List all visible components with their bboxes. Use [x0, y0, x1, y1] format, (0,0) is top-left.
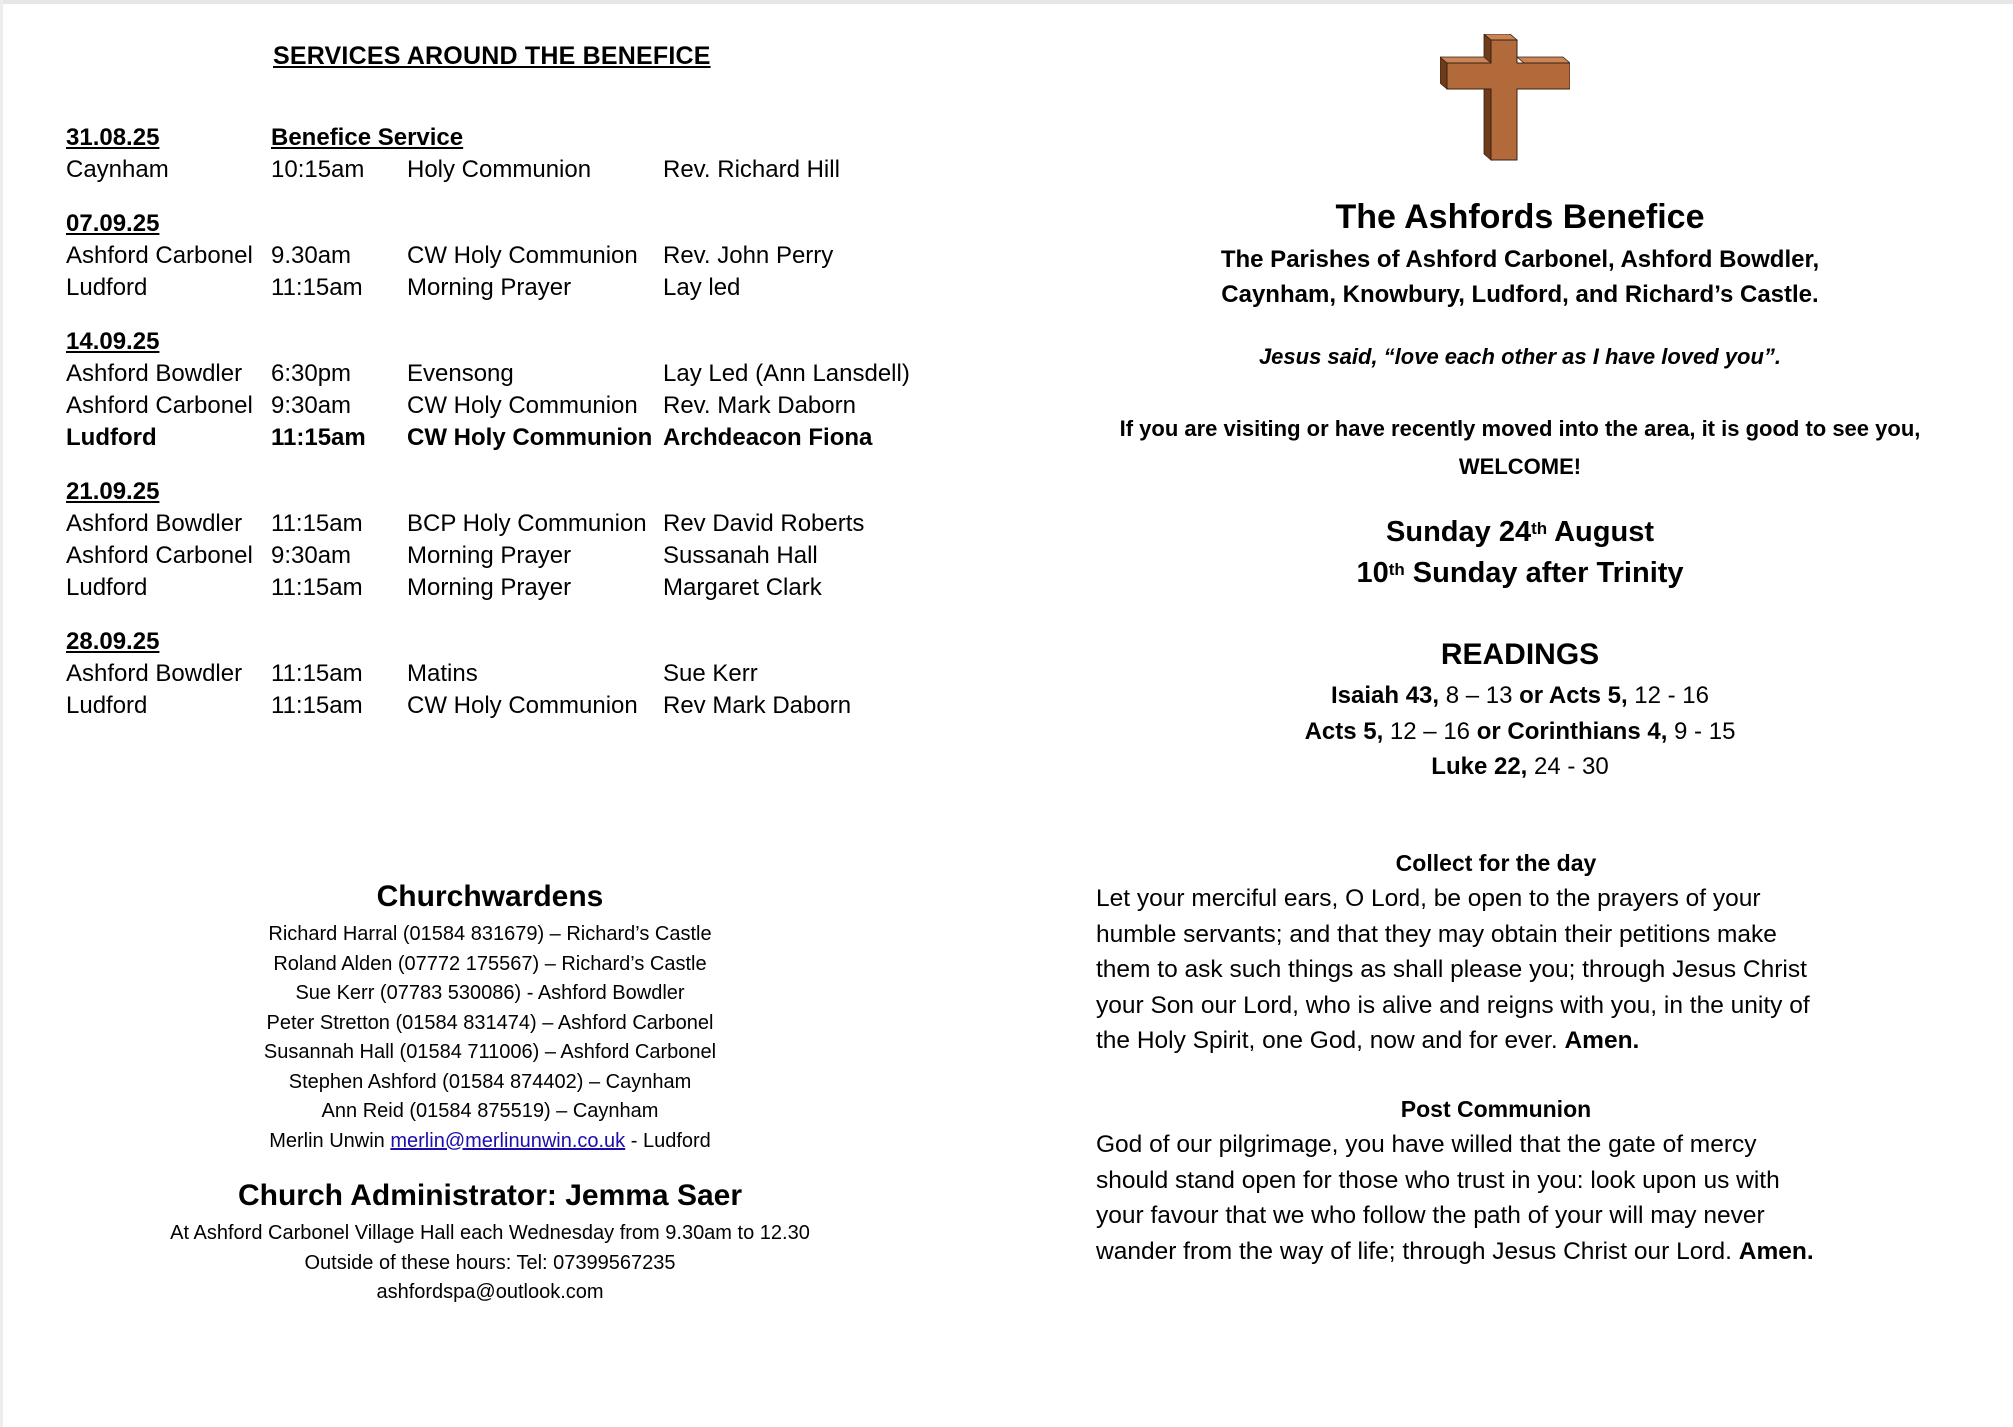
prayer-line: should stand open for those who trust in you: look upon us with	[1096, 1166, 1780, 1194]
service-time: 11:15am	[271, 274, 363, 301]
parishes-line: Caynham, Knowbury, Ludford, and Richard’s Castle.	[1221, 281, 1819, 308]
reading-verses: 12 - 16	[1627, 682, 1709, 709]
service-leader: Sue Kerr	[663, 660, 758, 687]
administrator-line: ashfordspa@outlook.com	[376, 1281, 604, 1303]
post-communion-section	[1096, 1096, 1926, 1269]
service-note: Benefice Service	[271, 124, 464, 151]
churchwarden-entry: Susannah Hall (01584 711006) – Ashford Carbonel	[263, 1041, 717, 1063]
service-row	[66, 390, 966, 422]
prayer-line	[1096, 1234, 1926, 1270]
reading-reference: Acts 5,	[1304, 717, 1384, 745]
service-place: Ashford Carbonel	[66, 542, 253, 569]
amen-text: Amen.	[1738, 1237, 1814, 1265]
churchwarden-entry: Peter Stretton (01584 831474) – Ashford Carbonel	[266, 1011, 714, 1034]
service-day	[66, 476, 966, 604]
reading-reference: or Acts 5,	[1519, 682, 1628, 709]
service-type: Morning Prayer	[407, 542, 572, 569]
service-date-row	[66, 122, 966, 154]
service-place: Caynham	[66, 156, 169, 183]
prayer-line: your Son our Lord, who is alive and reigns with you, in the unity of	[1096, 991, 1810, 1019]
readings-list	[1050, 678, 1990, 785]
service-place: Ashford Bowdler	[66, 360, 243, 387]
service-time: 6:30pm	[271, 360, 352, 387]
reading-line	[1050, 678, 1990, 714]
administrator-line: Outside of these hours: Tel: 07399567235	[304, 1251, 676, 1274]
service-place: Ludford	[66, 424, 157, 451]
service-row	[66, 240, 966, 272]
welcome-line: If you are visiting or have recently moved into the area, it is good to see you,	[1119, 416, 1921, 441]
service-day	[66, 122, 966, 186]
service-place: Ashford Bowdler	[66, 510, 243, 537]
collect-heading: Collect for the day	[1395, 850, 1597, 876]
churchwarden-entry: Richard Harral (01584 831679) – Richard’s Castle	[268, 923, 712, 945]
service-date: 14.09.25	[66, 328, 160, 355]
collect-text	[1096, 881, 1926, 1059]
service-day	[66, 326, 966, 454]
parishes-line: The Parishes of Ashford Carbonel, Ashford Bowdler,	[1220, 246, 1820, 273]
service-type: CW Holy Communion	[407, 242, 638, 269]
service-leader: Lay Led (Ann Lansdell)	[663, 360, 910, 387]
service-time: 9:30am	[271, 392, 352, 419]
top-border	[0, 0, 2013, 4]
service-leader: Rev. Richard Hill	[663, 156, 840, 183]
service-time: 10:15am	[271, 156, 365, 183]
churchwardens-list	[90, 920, 890, 1127]
service-time: 9:30am	[271, 542, 352, 569]
service-date-row	[66, 476, 966, 508]
service-date: 21.09.25	[66, 478, 160, 505]
amen-text: Amen.	[1564, 1027, 1640, 1054]
service-type: CW Holy Communion	[407, 692, 638, 719]
scripture-quote: Jesus said, “love each other as I have loved you”.	[1258, 344, 1782, 369]
administrator-heading: Church Administrator: Jemma Saer	[237, 1179, 743, 1212]
service-place: Ashford Carbonel	[66, 392, 253, 419]
administrator-details	[90, 1219, 890, 1308]
prayer-line-text: the Holy Spirit, one God, now and for ever.	[1096, 1027, 1565, 1054]
reading-verses: 8 – 13	[1439, 682, 1520, 709]
service-day	[66, 626, 966, 722]
service-place: Ludford	[66, 574, 148, 601]
service-row	[66, 358, 966, 390]
welcome-line: WELCOME!	[1458, 454, 1582, 479]
reading-line	[1050, 714, 1990, 750]
service-time: 11:15am	[271, 424, 366, 451]
service-date-row	[66, 326, 966, 358]
service-type: CW Holy Communion	[407, 424, 653, 451]
sunday-name: 10th Sunday after Trinity	[1356, 557, 1684, 589]
administrator-line: At Ashford Carbonel Village Hall each Wednesday from 9.30am to 12.30	[170, 1222, 810, 1244]
service-row	[66, 658, 966, 690]
churchwardens-heading: Churchwardens	[376, 880, 604, 913]
service-day	[66, 208, 966, 304]
benefice-title: The Ashfords Benefice	[1335, 198, 1705, 236]
service-place: Ashford Carbonel	[66, 242, 253, 269]
service-type: Holy Communion	[407, 156, 592, 183]
welcome-text	[1050, 410, 1990, 486]
service-type: Evensong	[407, 360, 514, 387]
email-link[interactable]: merlin@merlinunwin.co.uk	[390, 1129, 626, 1152]
service-type: Matins	[407, 660, 478, 687]
service-date: 28.09.25	[66, 628, 160, 655]
service-date-row	[66, 626, 966, 658]
reading-line	[1050, 749, 1990, 785]
churchwarden-entry: Roland Alden (07772 175567) – Richard’s Castle	[273, 952, 707, 975]
service-place: Ludford	[66, 692, 148, 719]
churchwarden-entry: Stephen Ashford (01584 874402) – Caynham	[288, 1070, 692, 1093]
reading-reference: or Corinthians 4,	[1476, 717, 1668, 745]
services-list	[66, 122, 966, 744]
service-place: Ashford Bowdler	[66, 660, 243, 687]
cross-icon	[1440, 34, 1570, 164]
service-leader: Rev David Roberts	[663, 510, 865, 537]
service-row	[66, 690, 966, 722]
churchwarden-entry	[90, 1127, 890, 1157]
collect-section	[1096, 850, 1926, 1059]
service-row	[66, 422, 966, 454]
service-row	[66, 572, 966, 604]
reading-reference: Luke 22,	[1431, 753, 1528, 780]
service-time: 11:15am	[271, 510, 363, 537]
sunday-heading	[1050, 512, 1990, 594]
reading-verses: 24 - 30	[1527, 753, 1609, 780]
prayer-line	[1096, 1023, 1926, 1059]
reading-reference: Isaiah 43,	[1330, 682, 1440, 709]
service-type: CW Holy Communion	[407, 392, 638, 419]
reading-verses: 12 – 16	[1383, 717, 1477, 745]
service-leader: Margaret Clark	[663, 574, 822, 601]
prayer-line: your favour that we who follow the path of your will may never	[1096, 1202, 1765, 1229]
churchwarden-name: Merlin Unwin	[269, 1129, 391, 1152]
service-time: 11:15am	[271, 574, 363, 601]
service-leader: Rev Mark Daborn	[663, 692, 852, 719]
services-heading: SERVICES AROUND THE BENEFICE	[273, 42, 711, 70]
post-communion-heading: Post Communion	[1400, 1096, 1592, 1122]
service-time: 9.30am	[271, 242, 352, 269]
service-date: 31.08.25	[66, 124, 160, 151]
service-leader: Sussanah Hall	[663, 542, 818, 569]
reading-verses: 9 - 15	[1667, 717, 1736, 745]
service-type: Morning Prayer	[407, 574, 572, 601]
churchwardens-section	[90, 880, 890, 1308]
readings-heading: READINGS	[1440, 638, 1600, 671]
service-date-row	[66, 208, 966, 240]
service-time: 11:15am	[271, 692, 363, 719]
prayer-line: humble servants; and that they may obtain their petitions make	[1096, 920, 1777, 948]
churchwarden-entry: Sue Kerr (07783 530086) - Ashford Bowdler	[295, 982, 685, 1004]
churchwarden-parish: - Ludford	[625, 1129, 711, 1152]
service-date: 07.09.25	[66, 210, 160, 237]
service-leader: Archdeacon Fiona	[663, 424, 873, 451]
prayer-line: Let your merciful ears, O Lord, be open to the prayers of your	[1096, 885, 1761, 912]
service-row	[66, 508, 966, 540]
post-communion-text	[1096, 1127, 1926, 1269]
service-leader: Lay led	[663, 274, 741, 301]
service-place: Ludford	[66, 274, 148, 301]
parishes-text	[1050, 242, 1990, 312]
service-leader: Rev. Mark Daborn	[663, 392, 856, 419]
service-row	[66, 272, 966, 304]
service-row	[66, 540, 966, 572]
prayer-line: God of our pilgrimage, you have willed that the gate of mercy	[1096, 1131, 1757, 1158]
service-leader: Rev. John Perry	[663, 242, 834, 269]
left-border	[0, 0, 3, 1427]
service-type: BCP Holy Communion	[407, 510, 647, 537]
prayer-line-text: wander from the way of life; through Jesus Christ our Lord.	[1096, 1237, 1739, 1265]
service-time: 11:15am	[271, 660, 363, 687]
service-row	[66, 154, 966, 186]
prayer-line: them to ask such things as shall please you; through Jesus Christ	[1096, 956, 1807, 983]
service-type: Morning Prayer	[407, 274, 572, 301]
churchwarden-entry: Ann Reid (01584 875519) – Caynham	[321, 1100, 659, 1122]
sunday-date: Sunday 24th August	[1386, 516, 1654, 548]
